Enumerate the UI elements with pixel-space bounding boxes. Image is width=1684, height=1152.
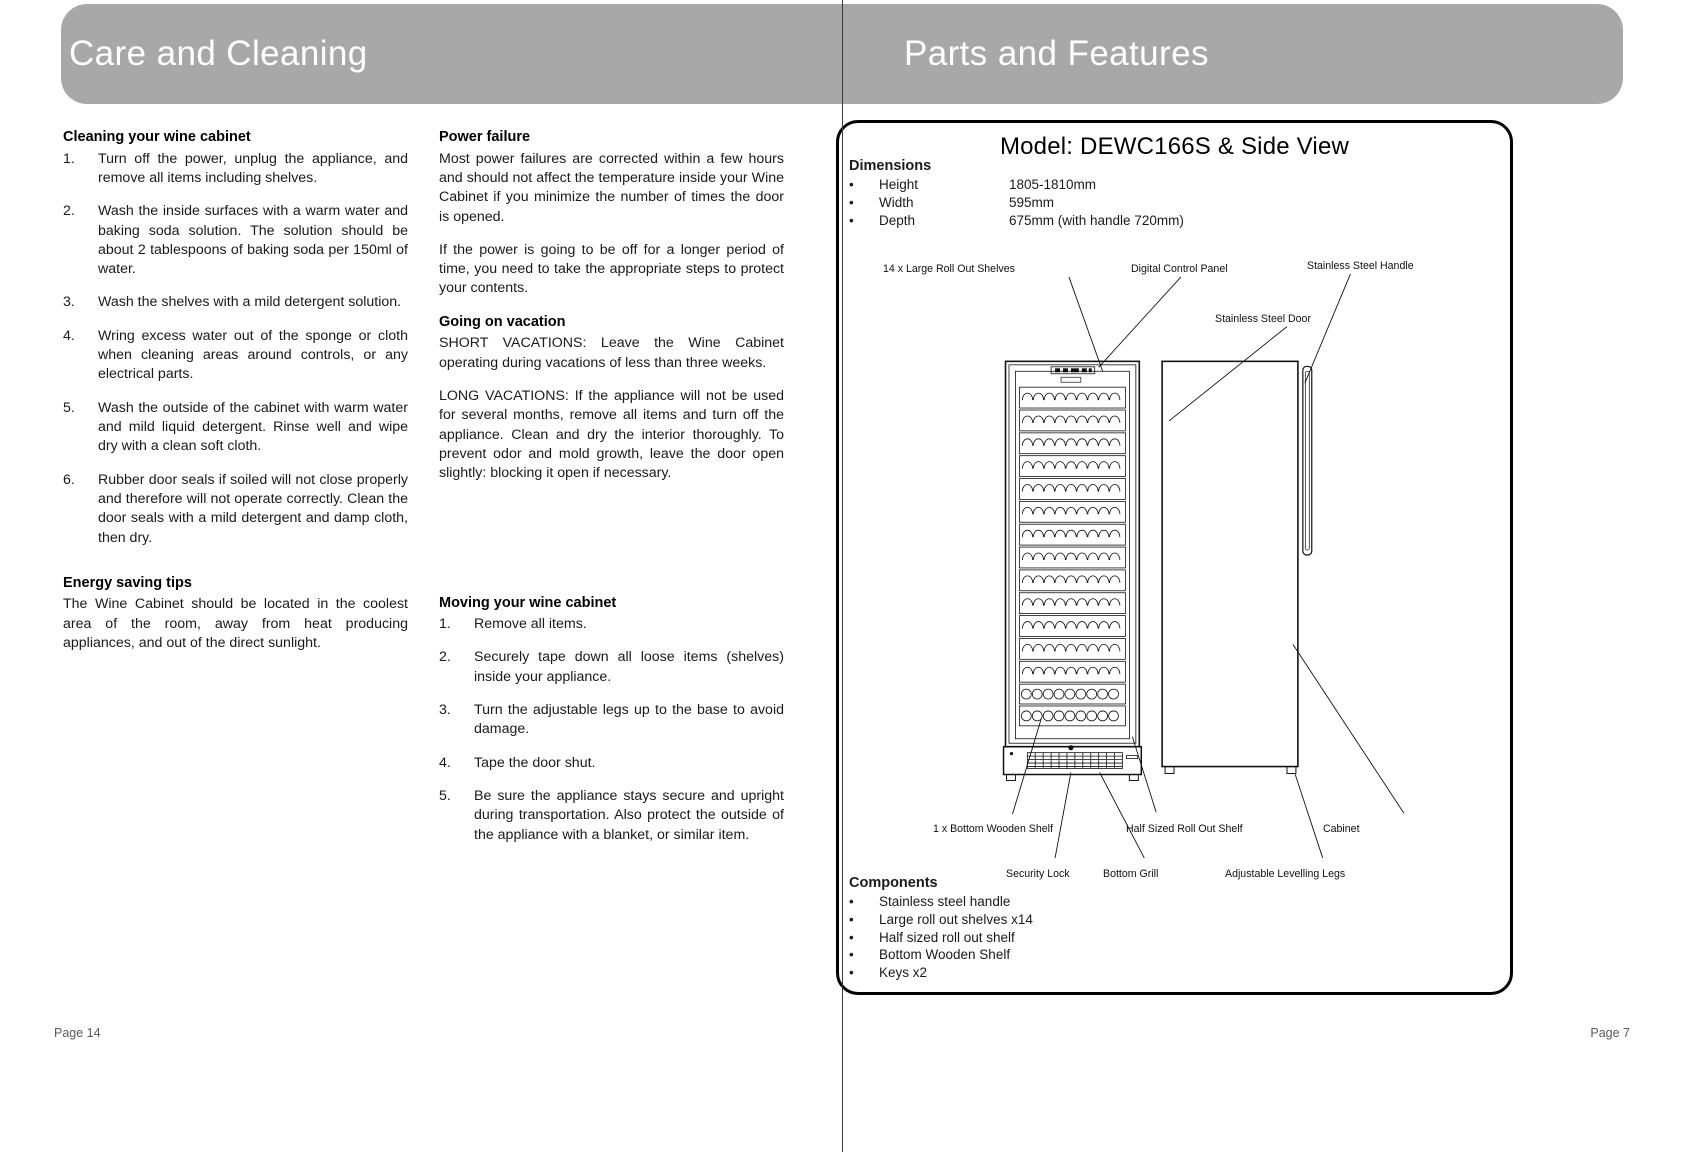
callout-security-lock: Security Lock [1006,868,1070,880]
list-item-number: 1. [439,616,451,633]
list-item [63,293,408,312]
list-item-number: 5. [63,399,75,416]
column-two [439,128,784,845]
dimension-value: 595mm [1009,194,1055,210]
vacation-long-paragraph: LONG VACATIONS: If the appliance will not be used for several months, remove all items and turn off the appliance. Clean and dry the interior thoroughly. To prevent odor and mold growth, leave the door open slightly: blocking it open if necessary. [439,387,784,482]
heading-energy-saving-tips: Energy saving tips [63,574,192,591]
component-row [849,893,1033,911]
callout-stainless-steel-door: Stainless Steel Door [1215,313,1311,325]
callout-stainless-steel-handle: Stainless Steel Handle [1307,260,1414,272]
callout-adjustable-levelling-legs: Adjustable Levelling Legs [1225,868,1346,880]
list-item-text: Wash the shelves with a mild detergent solution. [98,294,402,311]
bullet-icon: • [849,965,854,981]
list-item [439,615,784,634]
list-item-number: 6. [63,471,75,488]
left-page-title: Care and Cleaning [69,34,368,73]
list-item-number: 4. [439,754,451,771]
dimension-key: Height [879,177,919,192]
component-label: Bottom Wooden Shelf [879,947,1011,963]
bullet-icon: • [849,177,854,192]
moving-steps-list [439,615,784,845]
component-row [849,964,1033,982]
panel-title: Model: DEWC166S & Side View [999,133,1350,160]
vacation-short-paragraph: SHORT VACATIONS: Leave the Wine Cabinet operating during vacations of less than three weeks. [439,335,784,371]
component-label: Keys x2 [879,965,928,981]
list-item-text: Be sure the appliance stays secure and upright during transportation. Also protect the outside of the appliance with a blanket, or similar item. [474,787,784,843]
bullet-icon: • [849,893,854,909]
dimension-value: 1805-1810mm [1009,177,1097,192]
bullet-icon: • [849,194,854,210]
list-item-number: 5. [439,787,451,804]
callout-large-roll-out-shelves: 14 x Large Roll Out Shelves [883,263,1015,275]
cleaning-steps-list [63,150,408,548]
component-label: Half sized roll out shelf [879,929,1015,945]
list-item [63,150,408,189]
list-item-text: Rubber door seals if soiled will not close properly and therefore will not operate correctly. Clean the door seals with a mild detergent and damp cloth, then dry. [98,471,408,546]
heading-cleaning-your-wine-cabinet: Cleaning your wine cabinet [63,129,251,145]
right-page-footer: Page 7 [1590,1026,1630,1040]
component-row [849,929,1033,947]
heading-going-on-vacation: Going on vacation [439,313,566,330]
components-block [849,875,1033,982]
bullet-icon: • [849,947,854,963]
dimension-value: 675mm (with handle 720mm) [1009,212,1184,228]
left-page-columns [63,128,785,845]
list-item [439,701,784,740]
list-item [63,399,408,457]
list-item-number: 2. [439,649,451,666]
list-item-text: Wash the inside surfaces with a warm water and baking soda solution. The solution should be about 2 tablespoons of baking soda per 150ml of water. [98,203,408,278]
power-failure-paragraph-2: If the power is going to be off for a longer period of time, you need to take the appropriate steps to protect your contents. [439,241,784,297]
component-row [849,911,1033,929]
list-item-number: 4. [63,327,75,344]
right-page-banner [842,4,1623,104]
list-item-text: Tape the door shut. [474,754,596,771]
callout-bottom-wooden-shelf: 1 x Bottom Wooden Shelf [933,823,1053,835]
dimension-key: Width [879,194,914,210]
list-item [439,648,784,687]
list-item [439,787,784,845]
component-label: Stainless steel handle [879,893,1011,909]
list-item-text: Securely tape down all loose items (shelves) inside your appliance. [474,649,784,685]
callout-cabinet: Cabinet [1323,823,1360,835]
parts-diagram-panel [836,120,1513,995]
heading-moving-your-wine-cabinet: Moving your wine cabinet [439,594,617,611]
dimensions-heading: Dimensions [849,158,932,174]
list-item [439,754,784,773]
bullet-icon: • [849,929,854,945]
wine-cabinet-line-drawing [839,123,1510,992]
heading-power-failure: Power failure [439,129,531,145]
list-item-number: 3. [63,294,75,311]
energy-saving-body: The Wine Cabinet should be located in the coolest area of the room, away from heat producing appliances, and out of the direct sunlight. [63,596,408,652]
dimension-key: Depth [879,212,916,228]
list-item-text: Wring excess water out of the sponge or cloth when cleaning areas around controls, or any electrical parts. [98,327,408,383]
list-item-text: Remove all items. [474,616,587,633]
left-page-banner [61,4,842,104]
list-item [63,471,408,548]
left-page-footer: Page 14 [54,1026,101,1040]
bullet-icon: • [849,911,854,927]
list-item [63,327,408,385]
list-item-number: 1. [63,150,75,167]
components-heading: Components [849,874,938,891]
callout-half-sized-roll-out-shelf: Half Sized Roll Out Shelf [1126,823,1243,835]
component-label: Large roll out shelves x14 [879,911,1033,927]
power-failure-paragraph-1: Most power failures are corrected within a few hours and should not affect the temperature inside your Wine Cabinet if you minimize the number of times the door is opened. [439,150,784,225]
page-gutter-divider [842,0,843,1152]
list-item-number: 3. [439,702,451,718]
right-page-title: Parts and Features [904,34,1209,73]
list-item-text: Turn the adjustable legs up to the base to avoid damage. [474,702,784,738]
list-item-number: 2. [63,203,75,220]
column-one [63,128,408,845]
component-row [849,946,1033,964]
bullet-icon: • [849,212,854,228]
list-item [63,202,408,279]
list-item-text: Turn off the power, unplug the appliance, and remove all items including shelves. [98,150,408,186]
callout-bottom-grill: Bottom Grill [1103,868,1159,880]
list-item-text: Wash the outside of the cabinet with warm water and mild liquid detergent. Rinse well and wipe dry with a clean soft cloth. [98,399,408,455]
callout-digital-control-panel: Digital Control Panel [1131,263,1228,275]
